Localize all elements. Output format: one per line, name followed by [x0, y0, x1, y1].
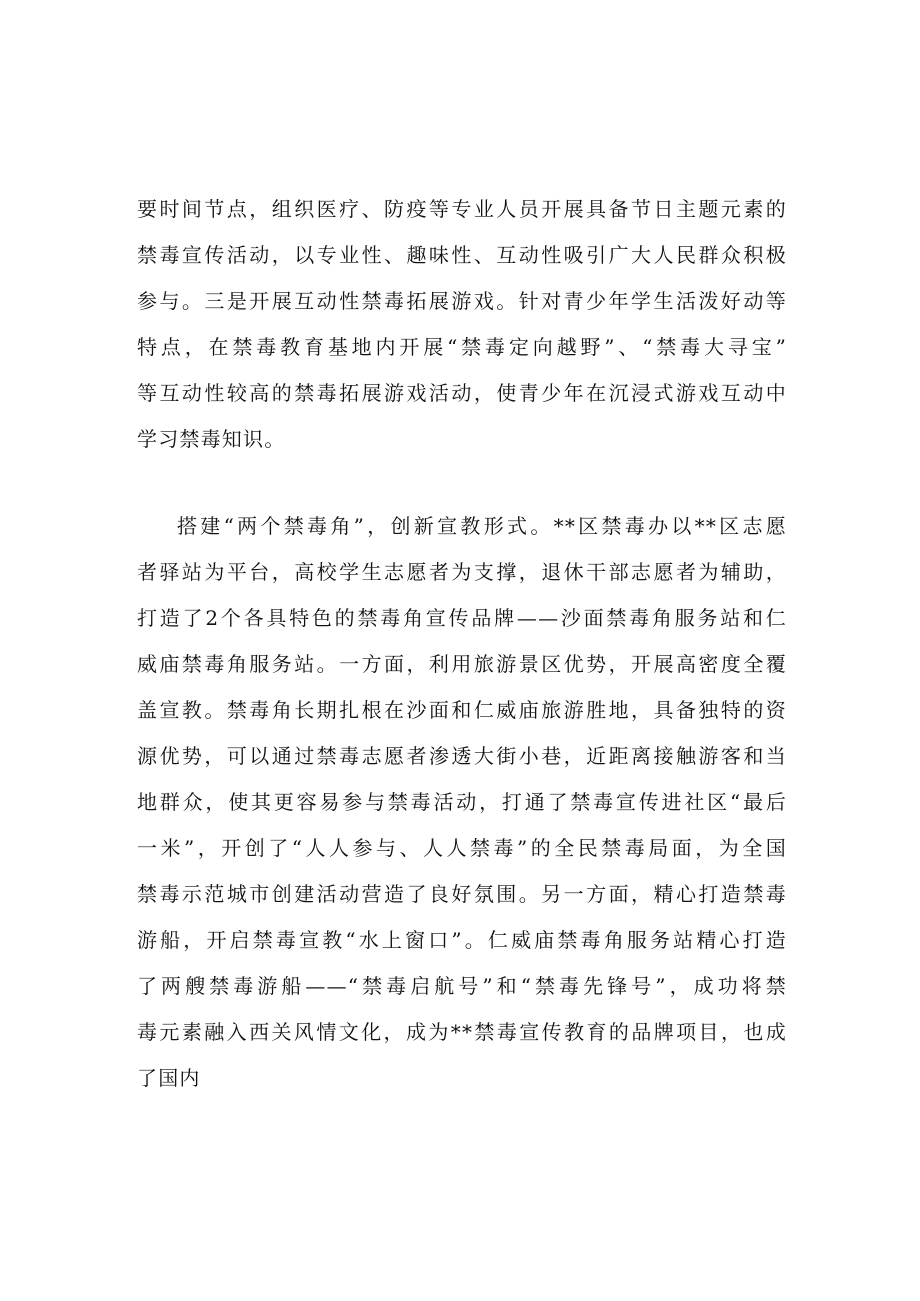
paragraph-line: 者驿站为平台，高校学生志愿者为支撑，退休干部志愿者为辅助， — [137, 560, 787, 584]
paragraph-line: 打造了2个各具特色的禁毒角宣传品牌——沙面禁毒角服务站和仁 — [137, 606, 787, 630]
paragraph-line: 一米”，开创了“人人参与、人人禁毒”的全民禁毒局面，为全国 — [137, 836, 787, 860]
paragraph-line: 等互动性较高的禁毒拓展游戏活动，使青少年在沉浸式游戏互动中 — [137, 381, 787, 405]
paragraph-line: 地群众，使其更容易参与禁毒活动，打通了禁毒宣传进社区“最后 — [137, 790, 787, 814]
paragraph-line: 参与。三是开展互动性禁毒拓展游戏。针对青少年学生活泼好动等 — [137, 289, 787, 313]
paragraph-2 — [137, 503, 787, 1101]
paragraph-line: 毒元素融入西关风情文化，成为**禁毒宣传教育的品牌项目，也成 — [137, 1020, 787, 1044]
paragraph-line: 学习禁毒知识。 — [137, 427, 286, 451]
paragraph-line: 威庙禁毒角服务站。一方面，利用旅游景区优势，开展高密度全覆 — [137, 652, 787, 676]
paragraph-line: 禁毒示范城市创建活动营造了良好氛围。另一方面，精心打造禁毒 — [137, 882, 787, 906]
paragraph-line: 源优势，可以通过禁毒志愿者渗透大街小巷，近距离接触游客和当 — [137, 744, 787, 768]
paragraph-1 — [137, 186, 787, 462]
paragraph-line: 禁毒宣传活动，以专业性、趣味性、互动性吸引广大人民群众积极 — [137, 243, 787, 267]
paragraph-line: 了两艘禁毒游船——“禁毒启航号”和“禁毒先锋号”，成功将禁 — [137, 974, 787, 998]
paragraph-line: 搭建“两个禁毒角”，创新宣教形式。**区禁毒办以**区志愿 — [177, 514, 787, 538]
paragraph-line: 了国内 — [137, 1066, 201, 1090]
paragraph-line: 游船，开启禁毒宣教“水上窗口”。仁威庙禁毒角服务站精心打造 — [137, 928, 787, 952]
paragraph-line: 盖宣教。禁毒角长期扎根在沙面和仁威庙旅游胜地，具备独特的资 — [137, 698, 787, 722]
paragraph-line: 要时间节点，组织医疗、防疫等专业人员开展具备节日主题元素的 — [137, 197, 787, 221]
paragraph-line: 特点，在禁毒教育基地内开展“禁毒定向越野”、“禁毒大寻宝” — [137, 335, 787, 359]
